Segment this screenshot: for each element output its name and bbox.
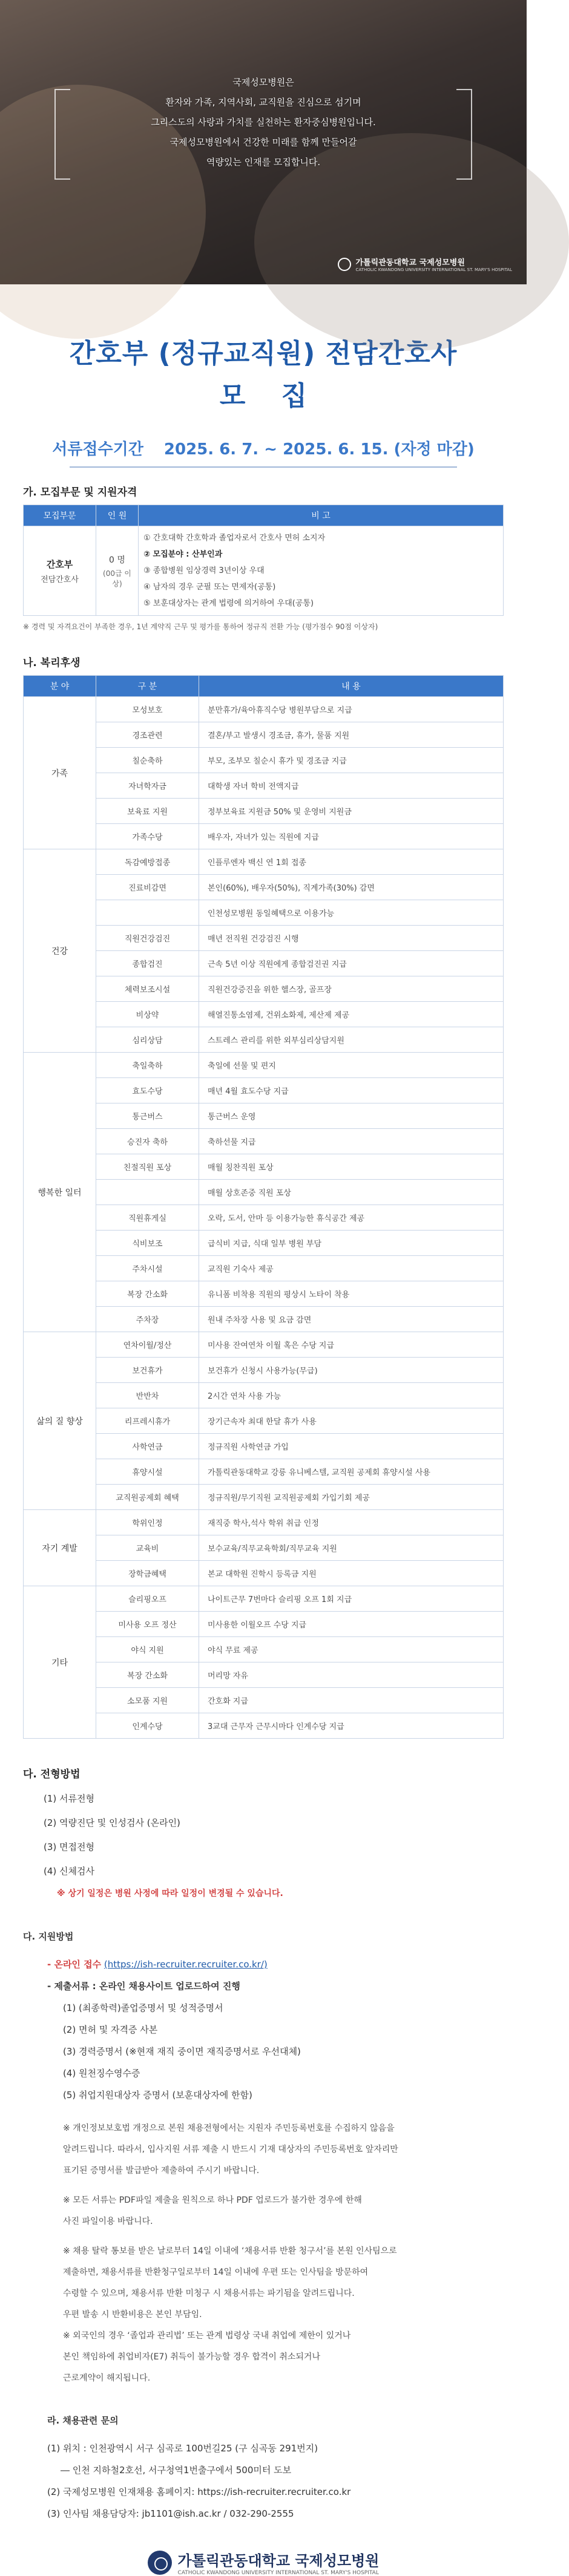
welfare-desc: 결혼/부고 발생시 경조금, 휴가, 물품 지원 xyxy=(199,722,504,748)
section-heading: 다. 전형방법 xyxy=(23,1768,81,1780)
hero-logo-sub: CATHOLIC KWANDONG UNIVERSITY INTERNATIONAL ST. MARY'S HOSPITAL xyxy=(355,267,512,272)
dept-cell xyxy=(24,526,96,616)
contact-email-phone: (3) 인사팀 채용담당자: jb1101@ish.ac.kr / 032-290-2555 xyxy=(47,2508,294,2519)
count-value: 0 명 xyxy=(109,555,125,565)
count-cell xyxy=(96,526,139,616)
period-value: 2025. 6. 7. ~ 2025. 6. 15. (자정 마감) xyxy=(163,440,475,459)
welfare-item: 통근버스 xyxy=(96,1103,199,1129)
welfare-category: 자기 계발 xyxy=(24,1510,96,1586)
welfare-desc: 매월 칭찬직원 포상 xyxy=(199,1154,504,1180)
section-heading: 라. 채용관련 문의 xyxy=(47,2415,119,2426)
footer-name: 가톨릭관동대학교 국제성모병원 xyxy=(177,2552,380,2569)
page-title: 간호부 (정규교직원) 전담간호사 xyxy=(69,338,458,369)
welfare-desc: 근속 5년 이상 직원에게 종합검진권 지급 xyxy=(199,951,504,976)
section-heading: 다. 지원방법 xyxy=(23,1931,74,1942)
welfare-item: 연차이월/정산 xyxy=(96,1332,199,1358)
dept-name: 간호부 xyxy=(46,558,73,570)
list-item: (3) 면접전형 xyxy=(44,1842,94,1852)
welfare-item: 야식 지원 xyxy=(96,1637,199,1662)
welfare-table xyxy=(23,675,504,1739)
welfare-desc: 본인(60%), 배우자(50%), 직계가족(30%) 감면 xyxy=(199,875,504,900)
apply-notes xyxy=(23,2118,504,2389)
welfare-desc: 부모, 조부모 칠순시 휴가 및 경조금 지급 xyxy=(199,748,504,773)
welfare-item: 친절직원 포상 xyxy=(96,1154,199,1180)
welfare-desc: 장기근속자 최대 한달 휴가 사용 xyxy=(199,1408,504,1434)
hospital-logo-icon xyxy=(148,2551,172,2575)
recruitment-table xyxy=(23,505,504,616)
dept-sub: 전담간호사 xyxy=(41,575,79,584)
welfare-desc: 정규직원/무기직원 교직원공제회 가입기회 제공 xyxy=(199,1485,504,1510)
welfare-item xyxy=(96,1180,199,1205)
welfare-item: 직원휴게실 xyxy=(96,1205,199,1231)
online-apply-label: - 온라인 접수 xyxy=(47,1959,102,1970)
welfare-item: 보건휴가 xyxy=(96,1358,199,1383)
note-line: 수령할 수 있으며, 채용서류 반환 미청구 시 채용서류는 파기됨을 알려드립니다. xyxy=(63,2289,355,2298)
welfare-desc: 2시간 연차 사용 가능 xyxy=(199,1383,504,1408)
table-row xyxy=(24,1586,504,1612)
welfare-item: 복장 간소화 xyxy=(96,1281,199,1307)
doc-item: (5) 취업지원대상자 증명서 (보훈대상자에 한함) xyxy=(63,2090,252,2100)
recruitment-note: ※ 경력 및 자격요건이 부족한 경우, 1년 계약직 근무 및 평가를 통하여 정규직 전환 가능 (평가점수 90점 이상자) xyxy=(23,623,378,631)
requirements-cell xyxy=(139,526,504,616)
welfare-desc: 대학생 자녀 학비 전액지급 xyxy=(199,773,504,799)
hero-text xyxy=(54,73,472,172)
welfare-desc: 축일에 선물 및 편지 xyxy=(199,1053,504,1078)
note-line: 표기된 증명서를 발급받아 제출하여 주시기 바랍니다. xyxy=(63,2166,260,2176)
welfare-item: 인계수당 xyxy=(96,1713,199,1739)
footer-eng: CATHOLIC KWANDONG UNIVERSITY INTERNATIONAL ST. MARY'S HOSPITAL xyxy=(177,2570,379,2576)
welfare-desc: 나이트근무 7번마다 슬리핑 오프 1회 지급 xyxy=(199,1586,504,1612)
section-apply xyxy=(0,1926,527,2389)
welfare-desc: 야식 무료 제공 xyxy=(199,1637,504,1662)
table-row xyxy=(24,1053,504,1078)
table-row xyxy=(24,697,504,722)
welfare-category: 행복한 일터 xyxy=(24,1053,96,1332)
list-item: (2) 역량진단 및 인성검사 (온라인) xyxy=(44,1817,180,1828)
note-line: 근로계약이 해지됩니다. xyxy=(63,2373,151,2383)
welfare-item: 체력보조시설 xyxy=(96,976,199,1002)
welfare-category: 건강 xyxy=(24,849,96,1053)
hero-line: 역량있는 인재를 모집합니다. xyxy=(206,157,321,168)
hospital-logo-icon xyxy=(338,258,351,271)
section-welfare xyxy=(0,654,527,1739)
welfare-category: 기타 xyxy=(24,1586,96,1739)
period-label: 서류접수기간 xyxy=(52,440,143,459)
welfare-item: 자녀학자금 xyxy=(96,773,199,799)
welfare-desc: 인플루엔자 백신 연 1회 접종 xyxy=(199,849,504,875)
footer-logo xyxy=(0,2549,527,2576)
doc-item: (1) (최종학력)졸업증명서 및 성적증명서 xyxy=(63,2002,223,2013)
welfare-item: 모성보호 xyxy=(96,697,199,722)
welfare-desc: 간호화 지급 xyxy=(199,1688,504,1713)
welfare-desc: 스트레스 관리를 위한 외부심리상담지원 xyxy=(199,1027,504,1053)
welfare-item: 경조관련 xyxy=(96,722,199,748)
welfare-category: 삶의 질 향상 xyxy=(24,1332,96,1510)
welfare-item: 보육료 지원 xyxy=(96,799,199,824)
table-header: 인 원 xyxy=(96,505,139,526)
welfare-desc: 미사용 잔여연차 이월 혹은 수당 지급 xyxy=(199,1332,504,1358)
requirement-item: ⑤ 보훈대상자는 관계 법령에 의거하여 우대(공통) xyxy=(143,599,314,608)
table-row xyxy=(24,1510,504,1535)
section-recruitment xyxy=(0,483,527,633)
welfare-desc: 매년 전직원 건강검진 시행 xyxy=(199,926,504,951)
doc-item: (3) 경력증명서 (※현재 재직 중이면 재직증명서로 우선대체) xyxy=(63,2046,301,2057)
welfare-desc: 유니폼 비착용 직원의 평상시 노타이 착용 xyxy=(199,1281,504,1307)
note-line: 본인 책임하에 취업비자(E7) 취득이 불가능할 경우 합격이 취소되거나 xyxy=(63,2352,320,2362)
section-heading: 가. 모집부문 및 지원자격 xyxy=(23,486,137,499)
welfare-desc: 급식비 지급, 식대 일부 병원 부담 xyxy=(199,1231,504,1256)
welfare-desc: 분만휴가/육아휴직수당 병원부담으로 지급 xyxy=(199,697,504,722)
welfare-desc: 통근버스 운영 xyxy=(199,1103,504,1129)
welfare-item xyxy=(96,900,199,926)
welfare-desc: 미사용한 이월오프 수당 지급 xyxy=(199,1612,504,1637)
welfare-desc: 직원건강증진을 위한 헬스장, 골프장 xyxy=(199,976,504,1002)
welfare-desc: 정부보육료 지원금 50% 및 운영비 지원금 xyxy=(199,799,504,824)
welfare-desc: 정규직원 사학연금 가입 xyxy=(199,1434,504,1459)
contact-homepage[interactable]: (2) 국제성모병원 인재채용 홈페이지: https://ish-recruiter.recruiter.co.kr xyxy=(47,2486,351,2497)
note-line: 알려드립니다. 따라서, 입사지원 서류 제출 시 반드시 기재 대상자의 주민등록번호 앞자리만 xyxy=(63,2145,398,2154)
section-heading: 나. 복리후생 xyxy=(23,657,81,669)
welfare-desc: 축하선물 지급 xyxy=(199,1129,504,1154)
online-apply-line xyxy=(23,1953,504,1975)
welfare-desc: 본교 대학원 진학시 등록금 지원 xyxy=(199,1561,504,1586)
welfare-item: 축일축하 xyxy=(96,1053,199,1078)
welfare-item: 심리상담 xyxy=(96,1027,199,1053)
welfare-item: 장학금혜택 xyxy=(96,1561,199,1586)
welfare-item: 교육비 xyxy=(96,1535,199,1561)
welfare-desc: 매년 4월 효도수당 지급 xyxy=(199,1078,504,1103)
table-header: 분 야 xyxy=(24,676,96,697)
hero-frame xyxy=(54,44,472,225)
page-subtitle: 모 집 xyxy=(219,381,321,411)
welfare-desc: 해열진통소염제, 건위소화제, 제산제 제공 xyxy=(199,1002,504,1027)
welfare-desc: 배우자, 자녀가 있는 직원에 지급 xyxy=(199,824,504,849)
requirement-item: ② 모집분야 : 산부인과 xyxy=(143,550,223,559)
table-header: 비 고 xyxy=(139,505,504,526)
contact-directions: ― 인천 지하철2호선, 서구청역1번출구에서 500미터 도보 xyxy=(61,2465,292,2476)
welfare-item: 복장 간소화 xyxy=(96,1662,199,1688)
doc-item: (2) 면허 및 자격증 사본 xyxy=(63,2024,158,2035)
welfare-desc: 인천성모병원 동일혜택으로 이용가능 xyxy=(199,900,504,926)
welfare-desc: 재직중 학사,석사 학위 취급 인정 xyxy=(199,1510,504,1535)
requirement-item: ① 간호대학 간호학과 졸업자로서 간호사 면허 소지자 xyxy=(143,534,326,543)
welfare-desc: 교직원 기숙사 제공 xyxy=(199,1256,504,1281)
welfare-desc: 보건휴가 신청시 사용가능(무급) xyxy=(199,1358,504,1383)
welfare-item: 사학연금 xyxy=(96,1434,199,1459)
welfare-item: 학위인정 xyxy=(96,1510,199,1535)
welfare-item: 미사용 오프 정산 xyxy=(96,1612,199,1637)
requirement-item: ③ 종합병원 임상경력 3년이상 우대 xyxy=(143,566,265,575)
schedule-note: ※ 상기 일정은 병원 사정에 따라 일정이 변경될 수 있습니다. xyxy=(57,1889,283,1898)
welfare-item: 주차시설 xyxy=(96,1256,199,1281)
welfare-desc: 3교대 근무자 근무시마다 인계수당 지급 xyxy=(199,1713,504,1739)
welfare-desc: 가톨릭관동대학교 강릉 유니베스텔, 교직원 공제회 휴양시설 사용 xyxy=(199,1459,504,1485)
submit-docs-line: - 제출서류 : 온라인 채용사이트 업로드하여 진행 xyxy=(47,1981,240,1992)
contact-location: (1) 위치 : 인천광역시 서구 심곡로 100번길25 (구 심곡동 291번지) xyxy=(47,2443,318,2454)
welfare-item: 슬리핑오프 xyxy=(96,1586,199,1612)
selection-list xyxy=(23,1787,504,1883)
welfare-item: 교직원공제회 혜택 xyxy=(96,1485,199,1510)
note-line: ※ 채용 탈락 통보를 받은 날로부터 14일 이내에 ‘채용서류 반환 청구서’를 본원 인사팀으로 xyxy=(63,2246,397,2256)
list-item: (4) 신체검사 xyxy=(44,1866,94,1877)
welfare-item: 승진자 축하 xyxy=(96,1129,199,1154)
note-line: 제출하면, 채용서류를 반환청구일로부터 14일 이내에 우편 또는 인사팀을 방문하여 xyxy=(63,2267,369,2277)
online-apply-link[interactable]: (https://ish-recruiter.recruiter.co.kr/) xyxy=(104,1959,268,1970)
note-line: ※ 개인정보보호법 개정으로 본원 채용전형에서는 지원자 주민등록번호를 수집하지 않음을 xyxy=(63,2123,395,2133)
welfare-item: 직원건강검진 xyxy=(96,926,199,951)
table-row xyxy=(24,526,504,616)
section-contact xyxy=(0,2410,527,2525)
hero-line: 그리스도의 사랑과 가치를 실천하는 환자중심병원입니다. xyxy=(151,117,376,128)
note-line: 사진 파일이용 바랍니다. xyxy=(63,2217,153,2226)
period-underline xyxy=(70,466,457,468)
table-row xyxy=(24,1332,504,1358)
welfare-desc: 보수교육/직무교육학회/직무교육 지원 xyxy=(199,1535,504,1561)
note-line: ※ 모든 서류는 PDF파일 제출을 원칙으로 하나 PDF 업로드가 불가한 경우에 한해 xyxy=(63,2195,362,2205)
hero-banner xyxy=(0,0,527,284)
welfare-desc: 원내 주차장 사용 및 요금 감면 xyxy=(199,1307,504,1332)
hero-line: 국제성모병원은 xyxy=(232,77,294,88)
welfare-item: 주차장 xyxy=(96,1307,199,1332)
welfare-desc: 오락, 도서, 안마 등 이용가능한 휴식공간 제공 xyxy=(199,1205,504,1231)
welfare-item: 가족수당 xyxy=(96,824,199,849)
requirement-item: ④ 남자의 경우 군필 또는 면제자(공통) xyxy=(143,583,276,592)
count-sub: (00급 이상) xyxy=(103,569,131,588)
welfare-desc: 머리망 자유 xyxy=(199,1662,504,1688)
welfare-item: 식비보조 xyxy=(96,1231,199,1256)
note-line: 우편 발송 시 반환비용은 본인 부담임. xyxy=(63,2310,202,2319)
application-period xyxy=(0,437,527,459)
welfare-item: 진료비감면 xyxy=(96,875,199,900)
hero-line: 환자와 가족, 지역사회, 교직원을 진심으로 섬기며 xyxy=(165,97,361,108)
welfare-item: 칠순축하 xyxy=(96,748,199,773)
welfare-item: 휴양시설 xyxy=(96,1459,199,1485)
hero-logo xyxy=(338,256,512,272)
table-header: 구 분 xyxy=(96,676,199,697)
welfare-item: 반반차 xyxy=(96,1383,199,1408)
welfare-category: 가족 xyxy=(24,697,96,849)
table-row xyxy=(24,849,504,875)
table-header: 내 용 xyxy=(199,676,504,697)
hero-logo-text: 가톨릭관동대학교 국제성모병원 xyxy=(355,258,465,267)
welfare-item: 종합검진 xyxy=(96,951,199,976)
welfare-item: 효도수당 xyxy=(96,1078,199,1103)
table-header: 모집부문 xyxy=(24,505,96,526)
note-line: ※ 외국인의 경우 ‘졸업과 관리법’ 또는 관계 법령상 국내 취업에 제한이 있거나 xyxy=(63,2331,351,2341)
list-item: (1) 서류전형 xyxy=(44,1793,94,1804)
welfare-item: 소모품 지원 xyxy=(96,1688,199,1713)
section-selection xyxy=(0,1765,527,1904)
welfare-item: 독감예방접종 xyxy=(96,849,199,875)
welfare-item: 비상약 xyxy=(96,1002,199,1027)
welfare-item: 리프레시휴가 xyxy=(96,1408,199,1434)
welfare-desc: 매월 상호존중 직원 포상 xyxy=(199,1180,504,1205)
doc-item: (4) 원천징수영수증 xyxy=(63,2068,140,2079)
hero-line: 국제성모병원에서 건강한 미래를 함께 만들어갈 xyxy=(169,137,357,148)
